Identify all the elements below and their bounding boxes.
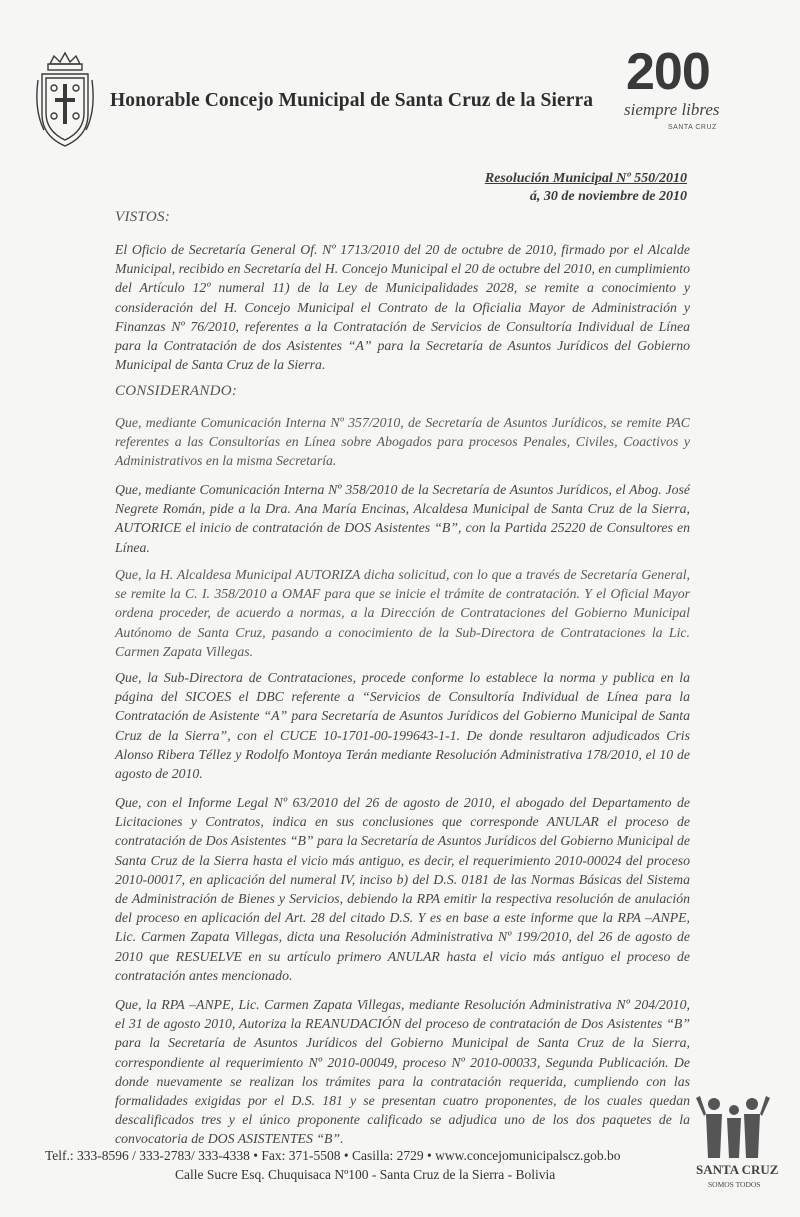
footer-address: Calle Sucre Esq. Chuquisaca Nº100 - Santa Cruz de la Sierra - Bolivia	[175, 1167, 556, 1182]
considerando-paragraph: Que, la RPA –ANPE, Lic. Carmen Zapata Villegas, mediante Resolución Administrativa Nº 204/2010, el 31 de agosto 2010, Autoriza la REANUDACIÓN del proceso de contratación de Dos Asistentes “B” para la Secretaría de Asuntos Jurídicos del Gobierno Municipal de Santa Cruz de la Sierra, correspondiente al requerimiento Nº 2010-00049, proceso Nº 2010-00033, Segunda Publicación. De donde nuevamente se realizan los trámites para la contratación requerida, cumpliendo con las formalidades exigidas por el D.S. 181 y se presentan cuatro proponentes, de los cuales quedan descalificados tres y el único proponente calificado se adjudica uno de los dos paquetes de la convocatoria de DOS ASISTENTES “B”.	[115, 997, 690, 1147]
logo-city: SANTA CRUZ	[668, 124, 717, 131]
considerando-paragraph: Que, mediante Comunicación Interna Nº 357/2010, de Secretaría de Asuntos Jurídicos, se remite PAC referentes a las Consultorías en Línea sobre Abogados para procesos Penales, Civiles, Coactivos y Administrativos en la misma Secretaría.	[115, 415, 690, 469]
footer-contact: Telf.: 333-8596 / 333-2783/ 333-4338 • Fax: 371-5508 • Casilla: 2729 • www.concejomunicipalscz.gob.bo	[45, 1148, 621, 1163]
resolution-number: Resolución Municipal Nº 550/2010	[484, 171, 687, 186]
coat-of-arms-icon	[34, 50, 96, 150]
logo-subtitle: SOMOS TODOS	[708, 1180, 761, 1189]
resolution-date: á, 30 de noviembre de 2010	[529, 189, 687, 204]
vistos-heading: VISTOS:	[115, 209, 171, 225]
bicentennial-logo	[622, 43, 772, 136]
considerando-paragraph: Que, la H. Alcaldesa Municipal AUTORIZA dicha solicitud, con lo que a través de Secretaría General, se remite la C. I. 358/2010 a OMAF para que se inicie el trámite de contratación. Y el Oficial Mayor ordena proceder, de acuerdo a normas, a la Dirección de Contrataciones del Gobierno Municipal Autónomo de Santa Cruz, pasando a conocimiento de la Sub-Directora de Contrataciones la Lic. Carmen Zapata Villegas.	[115, 567, 690, 659]
considerando-paragraph: Que, mediante Comunicación Interna Nº 358/2010 de la Secretaría de Asuntos Jurídicos, el Abog. José Negrete Román, pide a la Dra. Ana María Encinas, Alcaldesa Municipal de Santa Cruz de la Sierra, AUTORICE el inicio de contratación de DOS Asistentes “B”, con la Partida 25220 de Consultores en Línea.	[115, 482, 690, 555]
logo-number: 200	[626, 43, 710, 101]
people-figures-icon	[694, 1092, 770, 1162]
resolution-header	[485, 170, 687, 206]
considerando-paragraph: Que, con el Informe Legal Nº 63/2010 del 26 de agosto de 2010, el abogado del Departamento de Licitaciones y Contratos, indica en sus conclusiones que corresponde ANULAR el proceso de contratación de Dos Asistentes “B” para la Secretaría de Asuntos Jurídicos del Gobierno Municipal de Santa Cruz de la Sierra hasta el vicio más antiguo, es decir, el requerimiento 2010-00024 del proceso 2010-00017, en aplicación del numeral IV, inciso b) del D.S. 0181 de las Normas Básicas del Sistema de Administración de Bienes y Servicios, debiendo la RPA emitir la respectiva resolución de anulación del proceso en aplicación del Art. 28 del citado D.S. Y es en base a este informe que la RPA –ANPE, Lic. Carmen Zapata Villegas, dicta una Resolución Administrativa Nº 199/2010, del 26 de agosto de 2010 que RESUELVE en su artículo primero ANULAR hasta el vicio más antiguo el proceso de contratación antes mencionado.	[115, 795, 690, 983]
logo-tagline: siempre libres	[624, 100, 720, 119]
considerando-paragraph: Que, la Sub-Directora de Contrataciones, procede conforme lo establece la norma y publica en la página del SICOES el DBC referente a “Servicios de Consultoría Individual de Línea para la Contratación de Asistente “A” para Secretaría de Asuntos Jurídicos del Gobierno Municipal de Santa Cruz de la Sierra”, con el CUCE 10-1701-00-199643-1-1. De donde resultaron adjudicados Cris Alonso Ribera Téllez y Rodolfo Montoya Terán mediante Resolución Administrativa 178/2010, el 10 de agosto de 2010.	[115, 670, 690, 782]
logo-name: SANTA CRUZ	[696, 1162, 779, 1177]
vistos-paragraph: El Oficio de Secretaría General Of. Nº 1713/2010 del 20 de octubre de 2010, firmado por el Alcalde Municipal, recibido en Secretaría del H. Concejo Municipal el 20 de octubre del 2010, en cumplimiento del Artículo 12º numeral 11) de la Ley de Municipalidades 2028, se remite a conocimiento y consideración del H. Concejo Municipal el Contrato de la Oficialia Mayor de Administración y Finanzas Nº 76/2010, referentes a la Contratación de Servicios de Consultoría Individual de Línea para la Contratación de dos Asistentes “A” para la Secretaría de Asuntos Jurídicos del Gobierno Municipal de Santa Cruz de la Sierra.	[115, 242, 690, 373]
council-title: Honorable Concejo Municipal de Santa Cruz de la Sierra	[110, 90, 594, 111]
santa-cruz-logo	[694, 1092, 779, 1208]
considerando-heading: CONSIDERANDO:	[115, 383, 238, 399]
